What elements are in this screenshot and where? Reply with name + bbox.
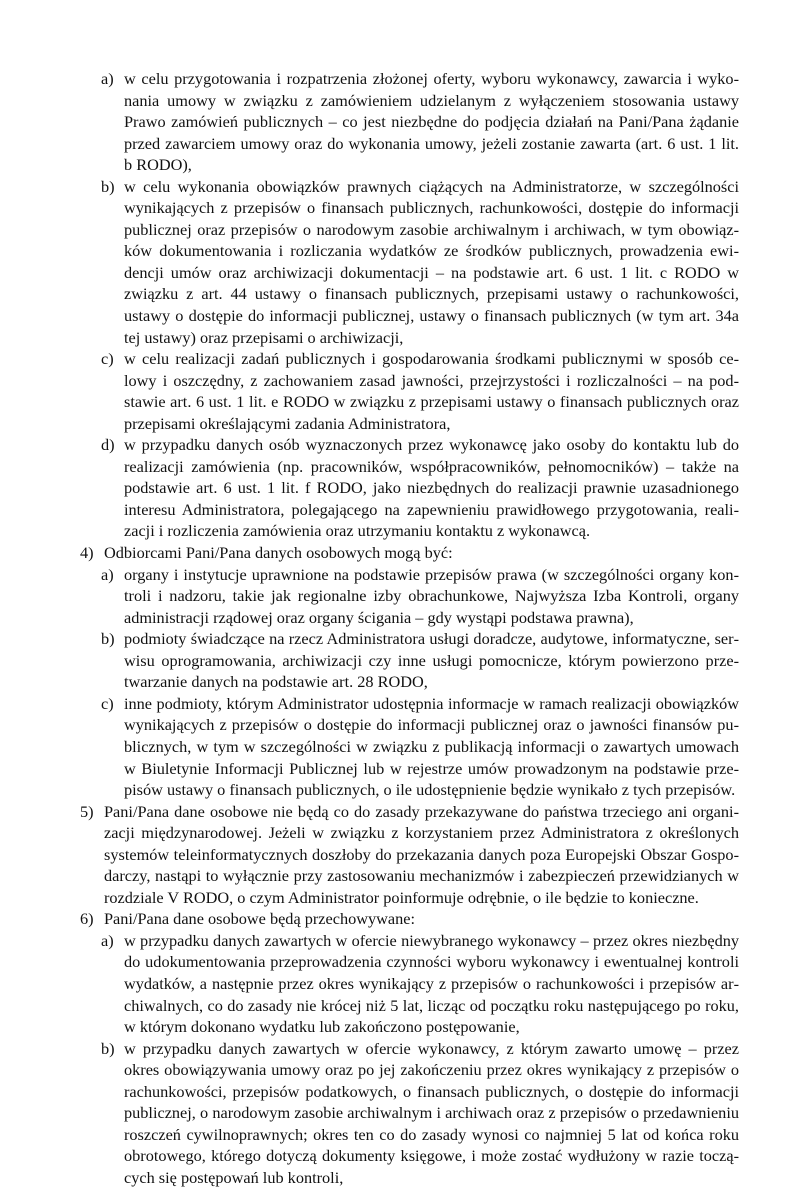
continued-purpose-list: [80, 68, 739, 542]
retention-list: [80, 930, 739, 1188]
list-item: [80, 348, 739, 434]
section-4: [80, 542, 739, 801]
list-item: [80, 68, 739, 176]
list-item: [80, 930, 739, 1038]
list-item: [80, 628, 739, 693]
list-item: [80, 564, 739, 629]
list-item-text: organy i instytucje uprawnione na podstawie przepisów prawa (w szczególności organy kontroli i nadzoru, takie jak regionalne izby obrachunkowe, Najwyższa Izba Kontroli, organy administracji rządowej oraz organy ścigania – gdy wystąpi podstawa prawna),: [124, 564, 739, 627]
list-marker: d): [101, 435, 115, 455]
section-marker: 4): [80, 543, 94, 563]
list-marker: b): [101, 1038, 115, 1058]
list-item-text: podmioty świadczące na rzecz Administratora usługi doradcze, audytowe, informatyczne, serwisu oprogramowania, archiwizacji czy inne usługi pomocnicze, którym powierzono przetwarzanie danych na podstawie art. 28 RODO,: [124, 629, 739, 692]
list-item: [80, 693, 739, 801]
list-item-text: inne podmioty, którym Administrator udostępnia informacje w ramach realizacji obowiązków wynikających z przepisów o dostępie do informacji publicznej oraz o jawności finansów publicznych, w tym w szczególności w związku z publikacją informacji o zawartych umowach w Biuletynie Informacji Publicznej lub w rejestrze umów prowadzonym na podstawie przepisów ustawy o finansach publicznych, o ile udostępnienie będzie wynikało z tych przepisów.: [124, 693, 739, 800]
section-text: Odbiorcami Pani/Pana danych osobowych mogą być:: [104, 543, 453, 563]
list-item: [80, 176, 739, 348]
list-marker: c): [101, 693, 114, 713]
list-item-text: w celu realizacji zadań publicznych i gospodarowania środkami publicznymi w sposób celowy i oszczędny, z zachowaniem zasad jawności, przejrzystości i rozliczalności – na podstawie art. 6 ust. 1 lit. e RODO w związku z przepisami ustawy o finansach publicznych oraz przepisami określającymi zadania Administratora,: [124, 349, 739, 433]
list-marker: a): [101, 564, 114, 584]
recipients-list: [80, 564, 739, 801]
list-item-text: w przypadku danych osób wyznaczonych przez wykonawcę jako osoby do kontaktu lub do realizacji zamówienia (np. pracowników, współpracowników, pełnomocników) – także na podstawie art. 6 ust. 1 lit. f RODO, jako niezbędnych do realizacji prawnie uzasadnionego interesu Administratora, polegającego na zapewnieniu prawidłowego przygotowania, realizacji i rozliczenia zamówienia oraz utrzymaniu kontaktu z wykonawcą.: [124, 435, 739, 541]
section-5: [80, 801, 739, 909]
list-item-text: w przypadku danych zawartych w ofercie niewybranego wykonawcy – przez okres niezbędny do udokumentowania przeprowadzenia czynności wyboru wykonawcy i ewentualnej kontroli wydatków, a następnie przez okres wynikający z przepisów o rachunkowości i przepisów archiwalnych, co do zasady nie krócej niż 5 lat, licząc od początku roku następującego po roku, w którym dokonano wydatku lub zakończono postępowanie,: [124, 930, 739, 1037]
list-marker: a): [101, 930, 114, 950]
list-marker: a): [101, 69, 114, 88]
section-marker: 6): [80, 909, 94, 929]
list-marker: c): [101, 349, 114, 369]
section-text: Pani/Pana dane osobowe nie będą co do zasady przekazywane do państwa trzeciego ani organizacji międzynarodowej. Jeżeli w związku z korzystaniem przez Administratora z określonych systemów teleinformatycznych doszłoby do przekazania danych poza Europejski Obszar Gospodarczy, nastąpi to wyłącznie przy zastosowaniu mechanizmów i zabezpieczeń przewidzianych w rozdziale V RODO, o czym Administrator poinformuje odrębnie, o ile będzie to konieczne.: [104, 801, 739, 907]
list-marker: b): [101, 176, 115, 196]
list-item-text: w celu przygotowania i rozpatrzenia złożonej oferty, wyboru wykonawcy, zawarcia i wykonania umowy w związku z zamówieniem udzielanym z wyłączeniem stosowania ustawy Prawo zamówień publicznych – co jest niezbędne do podjęcia działań na Pani/Pana żądanie przed zawarciem umowy oraz do wykonania umowy, jeżeli zostanie zawarta (art. 6 ust. 1 lit. b RODO),: [124, 69, 739, 175]
numbered-sections: [80, 542, 739, 1188]
list-marker: b): [101, 629, 115, 649]
section-marker: 5): [80, 801, 94, 821]
list-item: [80, 1038, 739, 1188]
list-item: [80, 434, 739, 542]
section-6: [80, 908, 739, 1188]
document-body: [80, 68, 739, 1188]
list-item-text: w przypadku danych zawartych w ofercie wykonawcy, z którym zawarto umowę – przez okres obowiązywania umowy oraz po jej zakończeniu przez okres wynikający z przepisów o rachunkowości, przepisów podatkowych, o finansach publicznych, o dostępie do informacji publicznej, o narodowym zasobie archiwalnym i archiwach oraz z przepisów o przedawnieniu roszczeń cywilnoprawnych; okres ten co do zasady wynosi co najmniej 5 lat od końca roku obrotowego, którego dotyczą dokumenty księgowe, i może zostać wydłużony w razie toczących się postępowań lub kontroli,: [124, 1038, 739, 1187]
list-item-text: w celu wykonania obowiązków prawnych ciążących na Administratorze, w szczególności wynikających z przepisów o finansach publicznych, rachunkowości, dostępie do informacji publicznej oraz przepisów o narodowym zasobie archiwalnym i archiwach, w tym obowiązków dokumentowania i rozliczania wydatków ze środków publicznych, prowadzenia ewidencji umów oraz archiwizacji dokumentacji – na podstawie art. 6 ust. 1 lit. c RODO w związku z art. 44 ustawy o finansach publicznych, przepisami ustawy o rachunkowości, ustawy o dostępie do informacji publicznej, ustawy o finansach publicznych (w tym art. 34a tej ustawy) oraz przepisami o archiwizacji,: [124, 176, 739, 347]
section-text: Pani/Pana dane osobowe będą przechowywane:: [104, 909, 416, 929]
